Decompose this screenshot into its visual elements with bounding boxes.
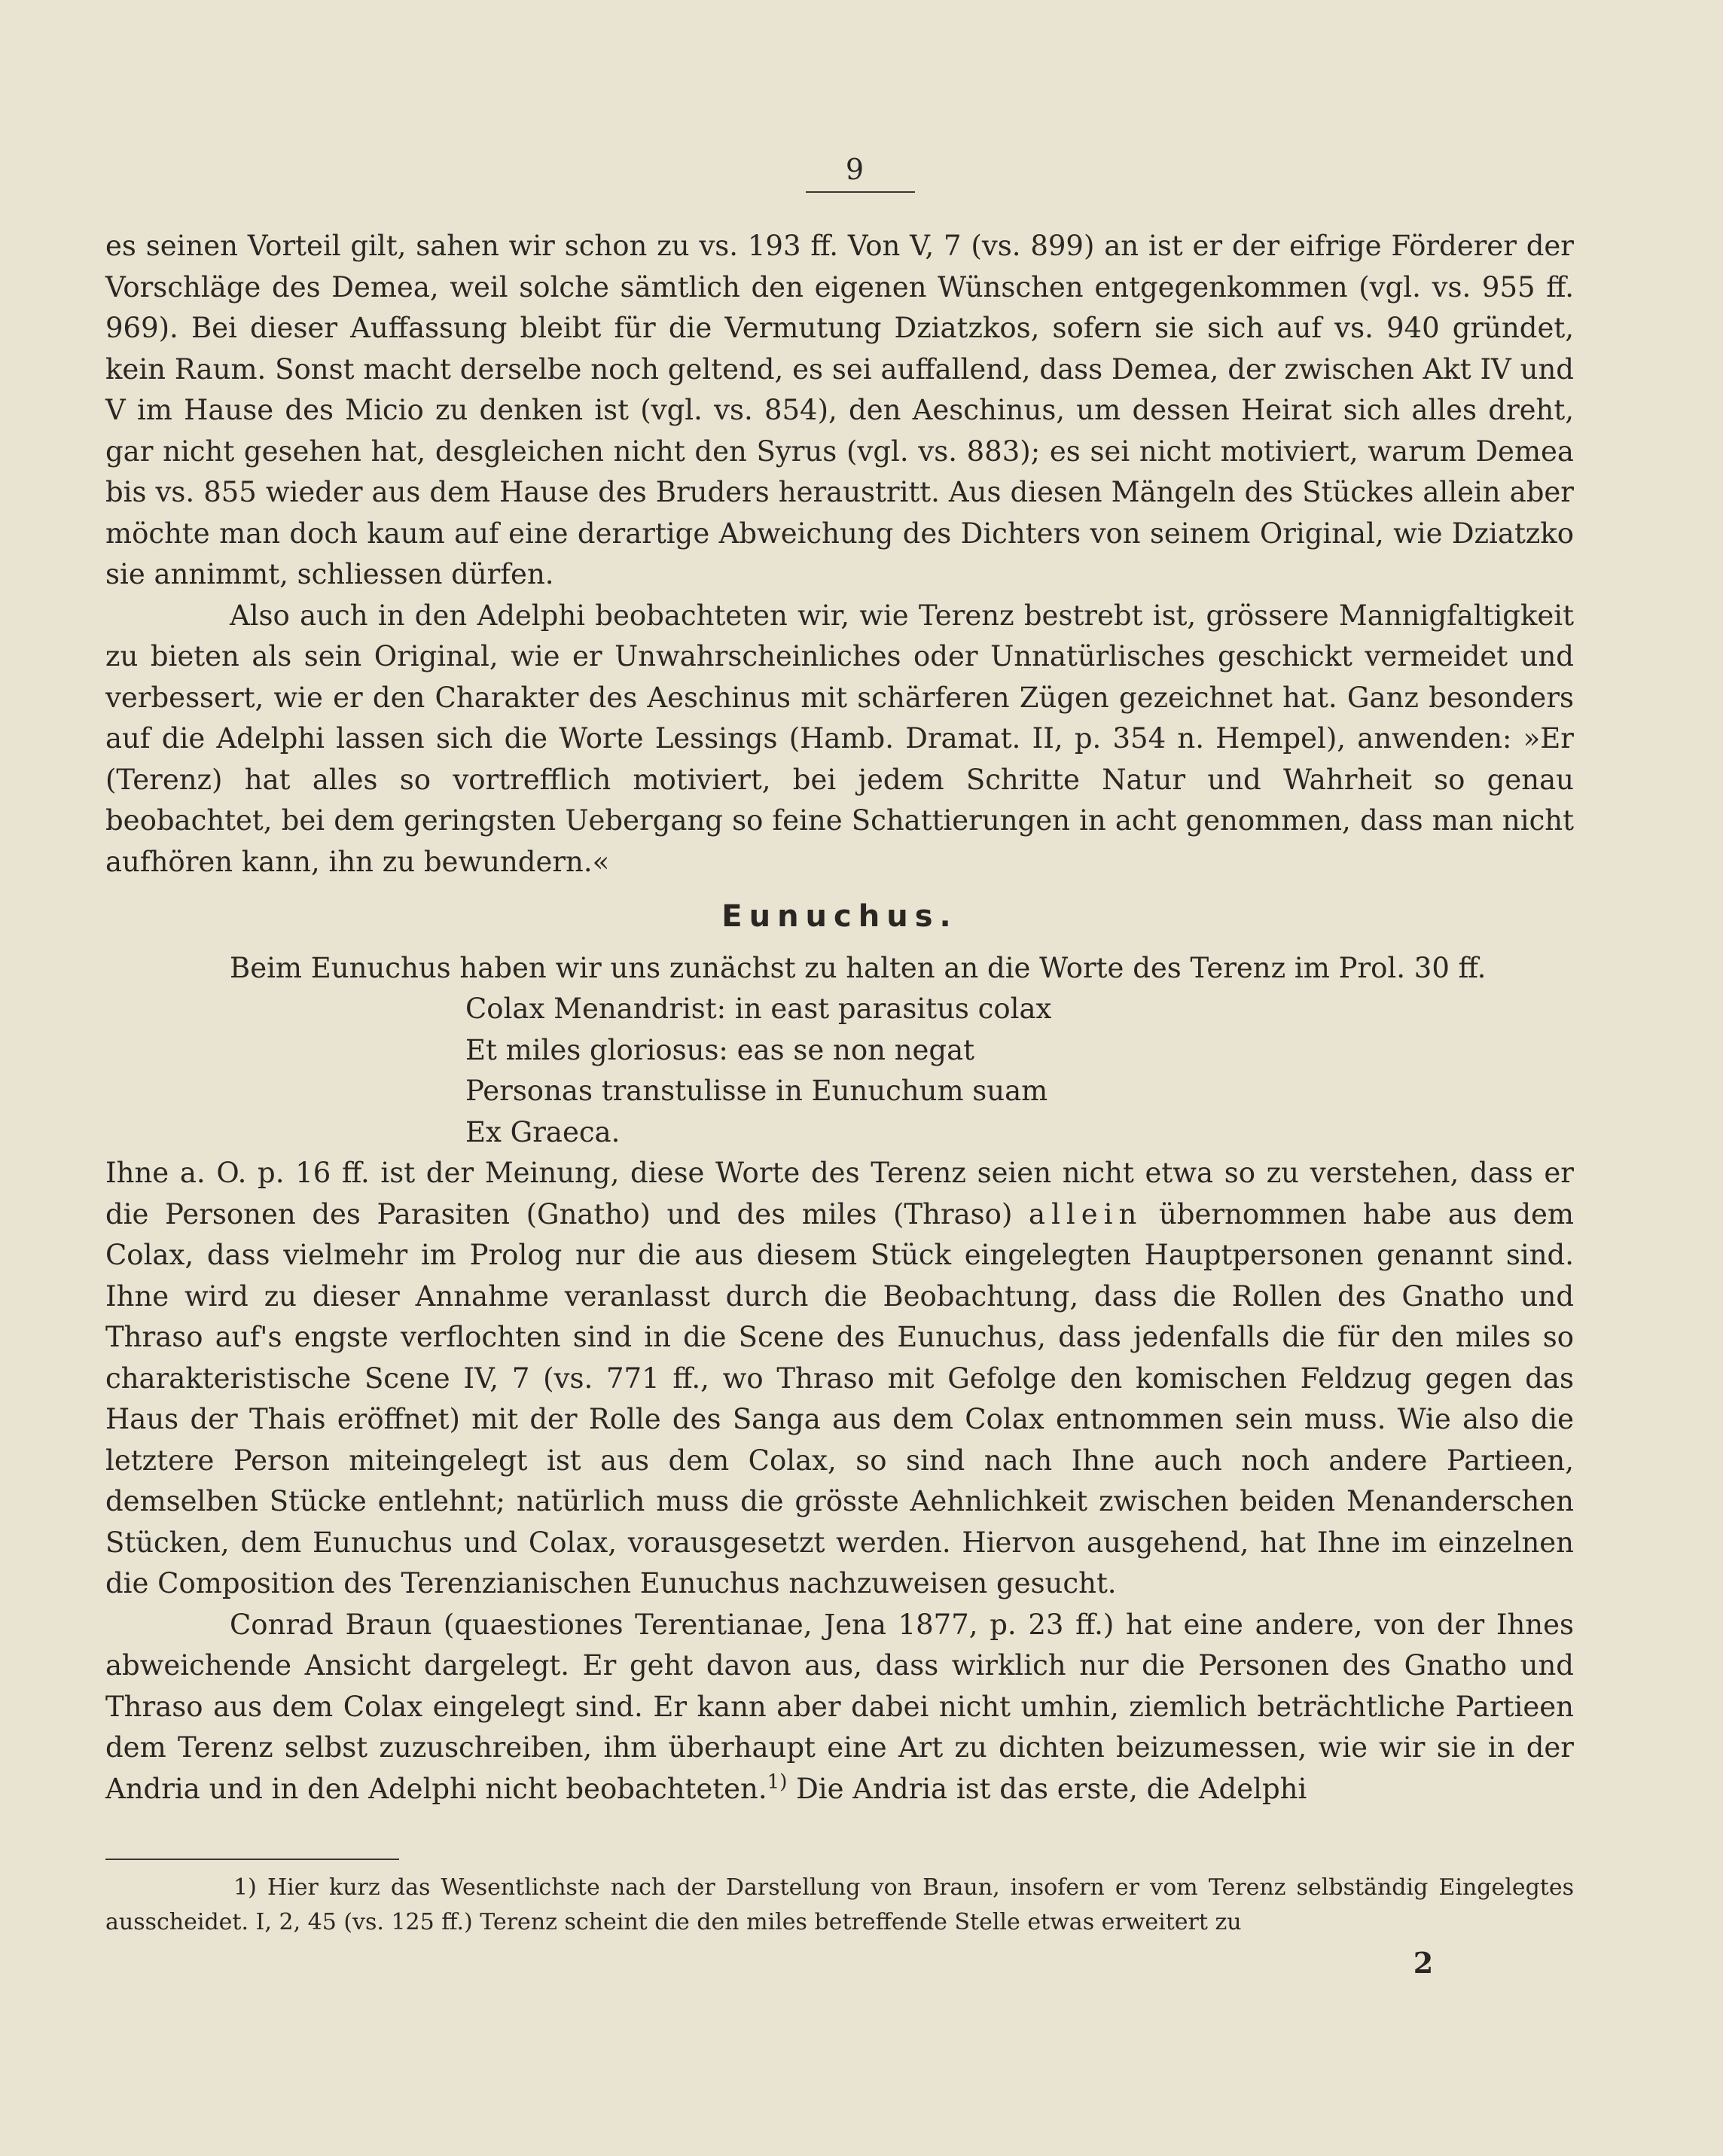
verse-line: Ex Graeca.	[465, 1115, 621, 1148]
footnote-reference: 1)	[767, 1770, 788, 1794]
paragraph-eunuchus-intro: Beim Eunuchus haben wir uns zunächst zu halten an die Worte des Terenz im Prol. 30 ff.	[230, 951, 1487, 984]
page-number: 9	[845, 153, 865, 186]
verse-line: Et miles gloriosus: eas se non negat	[465, 1033, 975, 1066]
section-heading-eunuchus: Eunuchus.	[721, 899, 958, 934]
paragraph-ihne-opinion	[105, 1153, 1574, 1605]
verse-line: Personas transtulisse in Eunuchum suam	[465, 1075, 1048, 1107]
footnote	[105, 1871, 1574, 1940]
emphasized-word: allein	[1029, 1197, 1143, 1230]
page-number-rule	[806, 191, 915, 193]
paragraph-braun-opinion	[105, 1605, 1574, 1810]
paragraph-braun-tail: Die Andria ist das erste, die Adelphi	[796, 1772, 1307, 1805]
paragraph-adelphi-summary: Also auch in den Adelphi beobachteten wir, wie Terenz bestrebt ist, grössere Mannigfaltigkeit zu bieten als sein Original, wie er Unwahrscheinliches oder Unnatürlisches geschickt vermeidet und verbessert, wie er den Charakter des Aeschinus mit schärferen Zügen gezeichnet hat. Ganz besonders auf die Adelphi lassen sich die Worte Lessings (Hamb. Dramat. II, p. 354 n. Hempel), anwenden: »Er (Terenz) hat alles so vortrefflich motiviert, bei jedem Schritte Natur und Wahrheit so genau beobachtet, bei dem geringsten Uebergang so feine Schattierungen in acht genommen, dass man nicht aufhören kann, ihn zu bewundern.«	[105, 599, 1574, 878]
paragraph-adelphi-continuation: es seinen Vorteil gilt, sahen wir schon zu vs. 193 ff. Von V, 7 (vs. 899) an ist er der eifrige Förderer der Vorschläge des Demea, weil solche sämtlich den eigenen Wünschen entgegenkommen (vgl. vs. 955 ff. 969). Bei dieser Auffassung bleibt für die Vermutung Dziatzkos, sofern sie sich auf vs. 940 gründet, kein Raum. Sonst macht derselbe noch geltend, es sei auffallend, dass Demea, der zwischen Akt IV und V im Hause des Micio zu denken ist (vgl. vs. 854), den Aeschinus, um dessen Heirat sich alles dreht, gar nicht gesehen hat, desgleichen nicht den Syrus (vgl. vs. 883); es sei nicht motiviert, warum Demea bis vs. 855 wieder aus dem Hause des Bruders heraustritt. Aus diesen Mängeln des Stückes allein aber möchte man doch kaum auf eine derartige Abweichung des Dichters von seinem Original, wie Dziatzko sie annimmt, schliessen dürfen.	[105, 230, 1574, 590]
paragraph-braun-text: Conrad Braun (quaestiones Terentianae, Jena 1877, p. 23 ff.) hat eine andere, von der Ihnes abweichende Ansicht dargelegt. Er geht davon aus, dass wirklich nur die Personen des Gnatho und Thraso aus dem Colax eingelegt sind. Er kann aber dabei nicht umhin, ziemlich beträchtliche Partieen dem Terenz selbst zuzuschreiben, ihm überhaupt eine Art zu dichten beizumessen, wie wir sie in der Andria und in den Adelphi nicht beobachteten.	[105, 1608, 1574, 1805]
footnote-rule	[105, 1859, 399, 1860]
footnote-marker: 1)	[233, 1874, 257, 1901]
paragraph-ihne-text-a: Ihne a. O. p. 16 ff. ist der Meinung, diese Worte des Terenz seien nicht etwa so zu verstehen, dass er die Personen des Parasiten (Gnatho) und des miles (Thraso)	[105, 1157, 1574, 1230]
paragraph-ihne-text-b: übernommen habe aus dem Colax, dass vielmehr im Prolog nur die aus diesem Stück eingelegten Hauptpersonen genannt sind. Ihne wird zu dieser Annahme veranlasst durch die Beobachtung, dass die Rollen des Gnatho und Thraso auf's engste verflochten sind in die Scene des Eunuchus, dass jedenfalls die für den miles so charakteristische Scene IV, 7 (vs. 771 ff., wo Thraso mit Gefolge den komischen Feldzug gegen das Haus der Thais eröffnet) mit der Rolle des Sanga aus dem Colax entnommen sein muss. Wie also die letztere Person miteingelegt ist aus dem Colax, so sind nach Ihne auch noch andere Partieen, demselben Stücke entlehnt; natürlich muss die grösste Aehnlichkeit zwischen beiden Menanderschen Stücken, dem Eunuchus und Colax, vorausgesetzt werden. Hiervon ausgehend, hat Ihne im einzelnen die Composition des Terenzianischen Eunuchus nachzuweisen gesucht.	[105, 1197, 1574, 1599]
signature-mark: 2	[1413, 1946, 1434, 1980]
body-text	[105, 226, 1574, 1810]
footnote-text: Hier kurz das Wesentlichste nach der Darstellung von Braun, insofern er vom Terenz selbständig Eingelegtes ausscheidet. I, 2, 45 (vs. 125 ff.) Terenz scheint die den miles betreffende Stelle etwas erweitert zu	[105, 1874, 1574, 1935]
verse-line: Colax Menandrist: in east parasitus colax	[465, 993, 1052, 1025]
